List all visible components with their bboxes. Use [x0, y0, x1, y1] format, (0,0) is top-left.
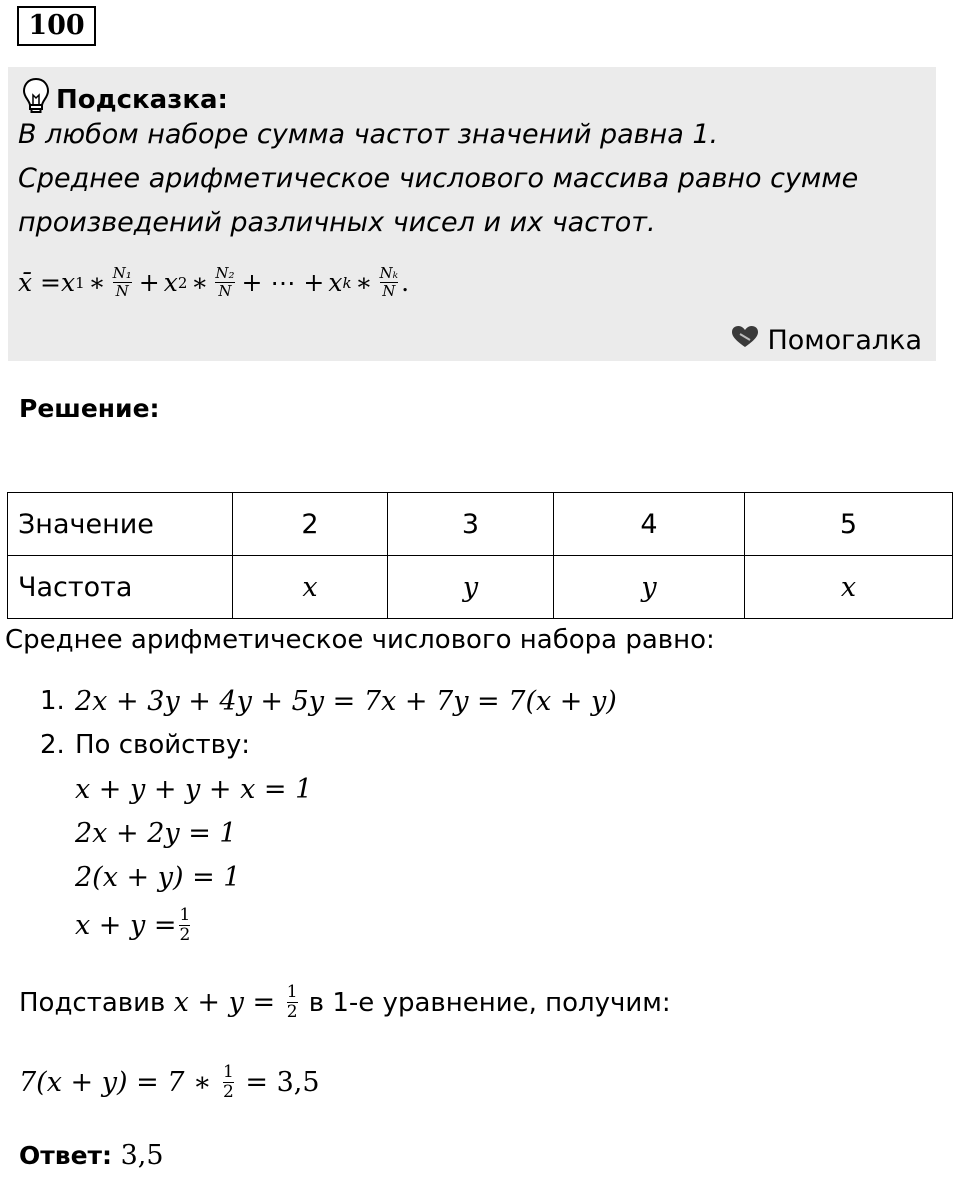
substitution-expr: x + y =	[173, 987, 284, 1018]
formula-end: .	[401, 268, 410, 297]
substitution-before: Подставив	[19, 987, 174, 1018]
mean-intro: Среднее арифметическое числового набора равно:	[5, 625, 715, 655]
formula-xk: x	[328, 268, 343, 297]
hint-box	[8, 67, 936, 361]
formula-mul-1: ∗	[88, 268, 106, 297]
formula-sub-1: 1	[75, 273, 85, 292]
frac-num: 1	[223, 1062, 234, 1082]
formula-x1: x	[61, 268, 76, 297]
fraction-half	[179, 906, 190, 945]
result-rhs: = 3,5	[236, 1067, 320, 1098]
equation-4-lhs: x + y =	[75, 910, 177, 941]
mean-formula	[18, 265, 409, 300]
hint-line-3: произведений различных чисел и их частот.	[18, 207, 656, 238]
frac-num: Nₖ	[379, 264, 399, 282]
table-cell: 5	[745, 493, 953, 556]
hint-title-text: Подсказка:	[56, 84, 228, 115]
step-1-number: 1.	[40, 686, 65, 716]
lightbulb-icon	[22, 77, 50, 122]
equation-4	[75, 906, 193, 945]
frac-num: 1	[286, 982, 298, 1002]
substitution-line	[19, 983, 671, 1022]
table-cell: x	[745, 556, 953, 619]
result-lhs: 7(x + y) = 7 ∗	[19, 1067, 220, 1098]
formula-sub-2: 2	[177, 273, 188, 292]
hint-line-1: В любом наборе сумма частот значений равна 1.	[18, 119, 719, 150]
formula-plus: +	[138, 268, 160, 297]
equation-2: 2x + 2y = 1	[75, 818, 237, 849]
brand	[731, 325, 922, 356]
frac-num: 1	[179, 905, 191, 925]
heart-icon	[731, 325, 759, 356]
problem-number: 100	[17, 6, 96, 46]
step-2-text: По свойству:	[75, 730, 251, 760]
formula-mul-2: ∗	[191, 268, 209, 297]
step-1-equation: 2x + 3y + 4y + 5y = 7x + 7y = 7(x + y)	[75, 686, 617, 717]
table-cell: 3	[388, 493, 554, 556]
table-cell: 4	[554, 493, 745, 556]
answer-value: 3,5	[112, 1140, 164, 1171]
formula-lhs: x̄ =	[18, 268, 61, 297]
step-2-number: 2.	[40, 730, 65, 760]
brand-name: Помогалка	[767, 325, 922, 356]
table-row-label: Частота	[8, 556, 233, 619]
answer	[19, 1140, 164, 1171]
hint-title	[22, 77, 228, 122]
table-row	[8, 556, 953, 619]
values-table	[7, 492, 953, 619]
frac-den: N	[218, 282, 232, 300]
table-cell: y	[554, 556, 745, 619]
hint-line-2: Среднее арифметическое числового массива равно сумме	[18, 163, 859, 194]
equation-3: 2(x + y) = 1	[75, 862, 241, 893]
formula-frac-k	[380, 265, 399, 300]
substitution-after: в 1-е уравнение, получим:	[300, 987, 671, 1018]
table-row-label: Значение	[8, 493, 233, 556]
fraction-half	[287, 983, 298, 1022]
formula-sub-k: k	[342, 273, 352, 292]
formula-mul-k: ∗	[355, 268, 373, 297]
result-equation	[19, 1063, 320, 1102]
frac-den: N	[382, 282, 396, 300]
table-cell: y	[388, 556, 554, 619]
formula-x2: x	[163, 268, 178, 297]
frac-den: 2	[286, 1002, 298, 1022]
formula-frac-2	[215, 265, 234, 300]
frac-num: N₂	[215, 264, 235, 282]
frac-den: 2	[223, 1082, 234, 1102]
frac-num: N₁	[112, 264, 132, 282]
table-cell: 2	[233, 493, 388, 556]
formula-dots: + ⋯ +	[241, 268, 325, 297]
table-cell: x	[233, 556, 388, 619]
frac-den: N	[115, 282, 129, 300]
table-row	[8, 493, 953, 556]
solution-heading: Решение:	[19, 394, 160, 423]
equation-1: x + y + y + x = 1	[75, 774, 313, 805]
answer-label: Ответ:	[19, 1141, 113, 1170]
fraction-half	[223, 1063, 234, 1102]
frac-den: 2	[179, 925, 191, 945]
formula-frac-1	[113, 265, 132, 300]
